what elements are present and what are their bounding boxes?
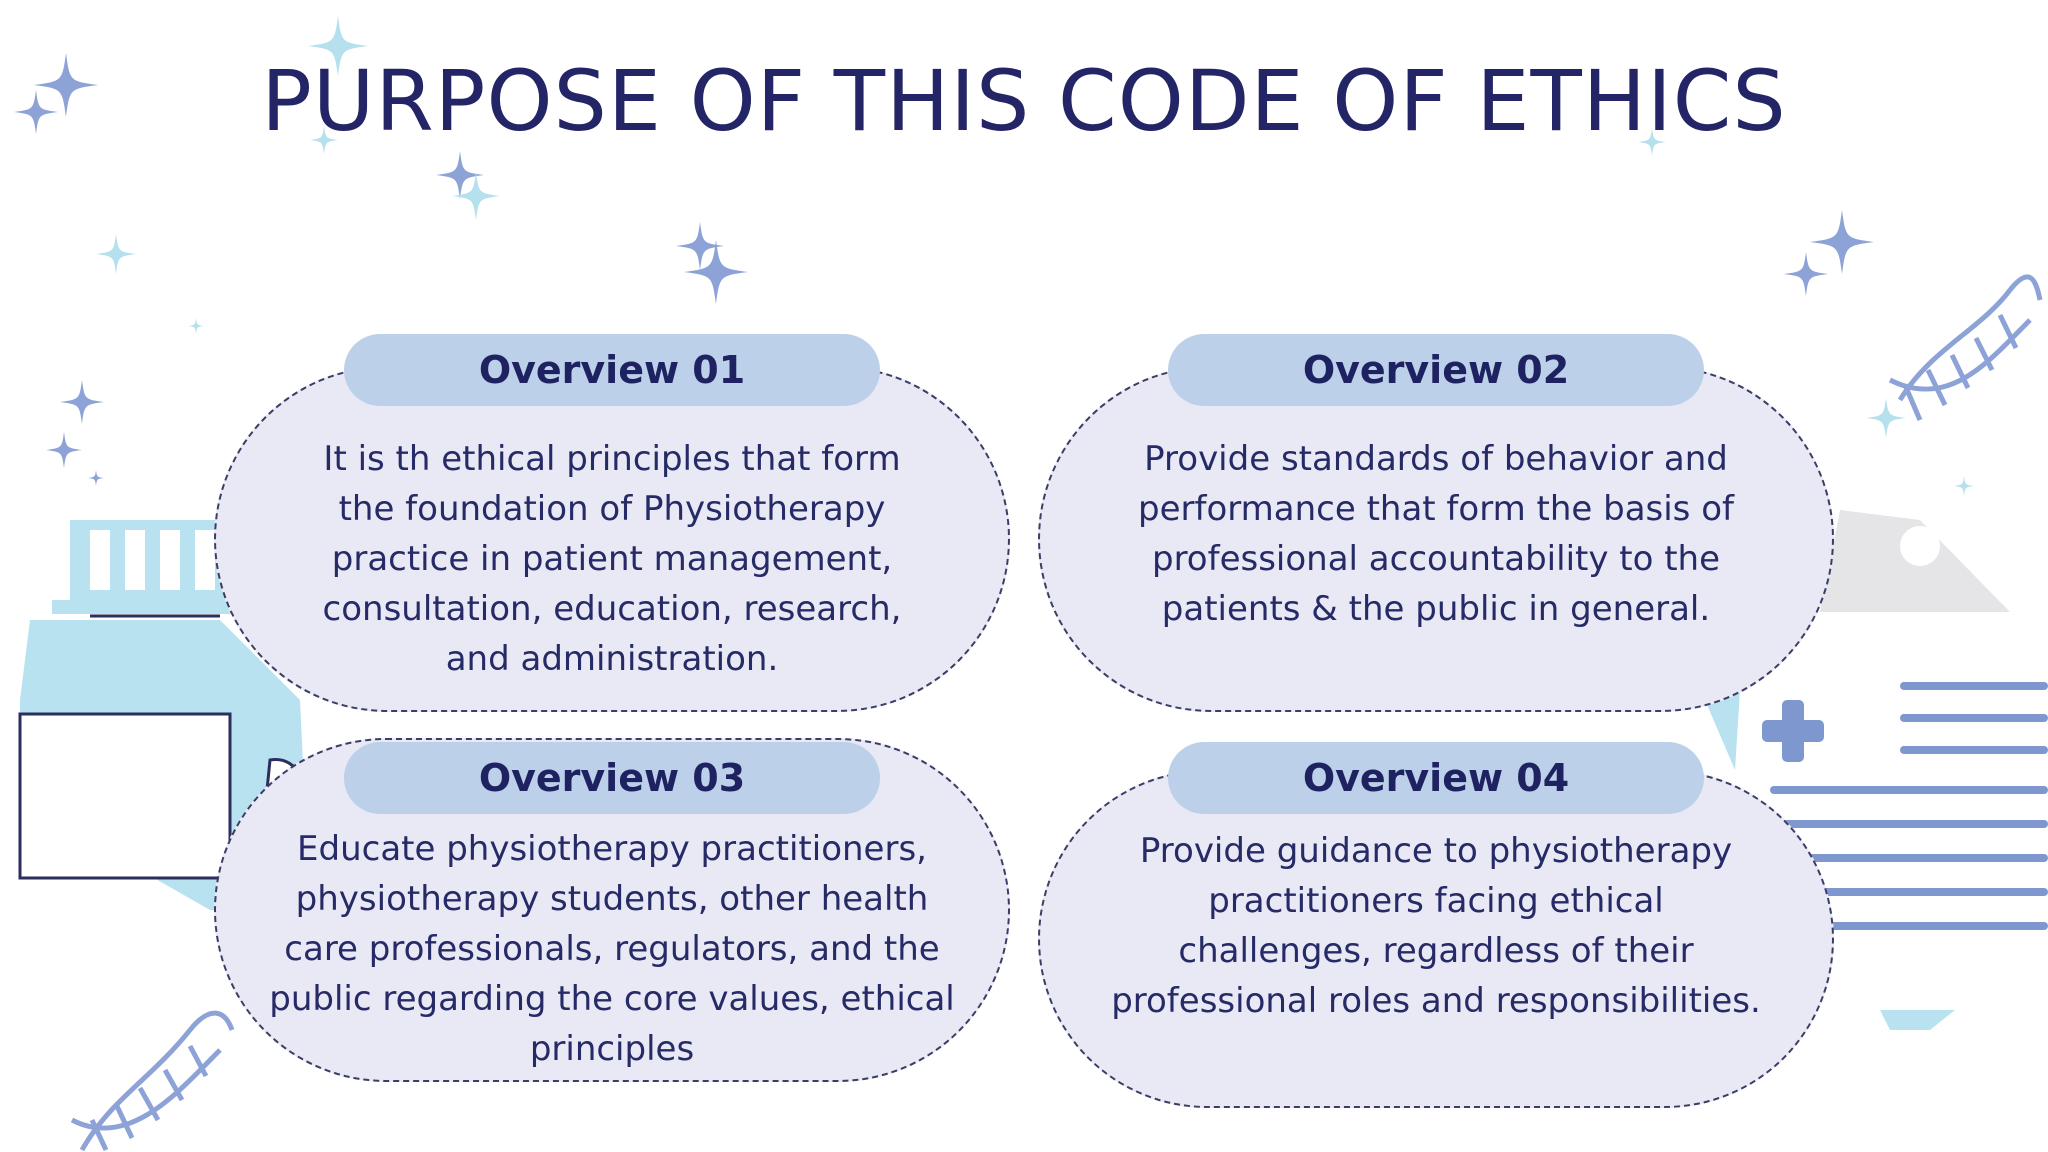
overview-heading: Overview 01	[344, 334, 880, 406]
overview-card-01	[214, 366, 1010, 712]
overview-text: It is th ethical principles that form the foundation of Physiotherapy practice in patient management, consultation, education, research, and administration.	[322, 439, 902, 679]
overview-card-04	[1038, 770, 1834, 1108]
overview-heading: Overview 03	[344, 742, 880, 814]
page-title: PURPOSE OF THIS CODE OF ETHICS	[261, 52, 1787, 150]
overview-heading: Overview 04	[1168, 742, 1704, 814]
overview-card-02	[1038, 366, 1834, 712]
overview-heading: Overview 02	[1168, 334, 1704, 406]
dna-helix-icon	[72, 1013, 232, 1150]
overview-text: Provide guidance to physiotherapy practitioners facing ethical challenges, regardless of their professional roles and responsibilities.	[1111, 831, 1761, 1021]
dna-helix-icon	[1890, 277, 2040, 420]
overview-text: Educate physiotherapy practitioners, physiotherapy students, other health care professionals, regulators, and the public regarding the core values, ethical principles	[269, 829, 955, 1069]
overview-text: Provide standards of behavior and performance that form the basis of professional accountability to the patients & the public in general.	[1138, 439, 1734, 629]
